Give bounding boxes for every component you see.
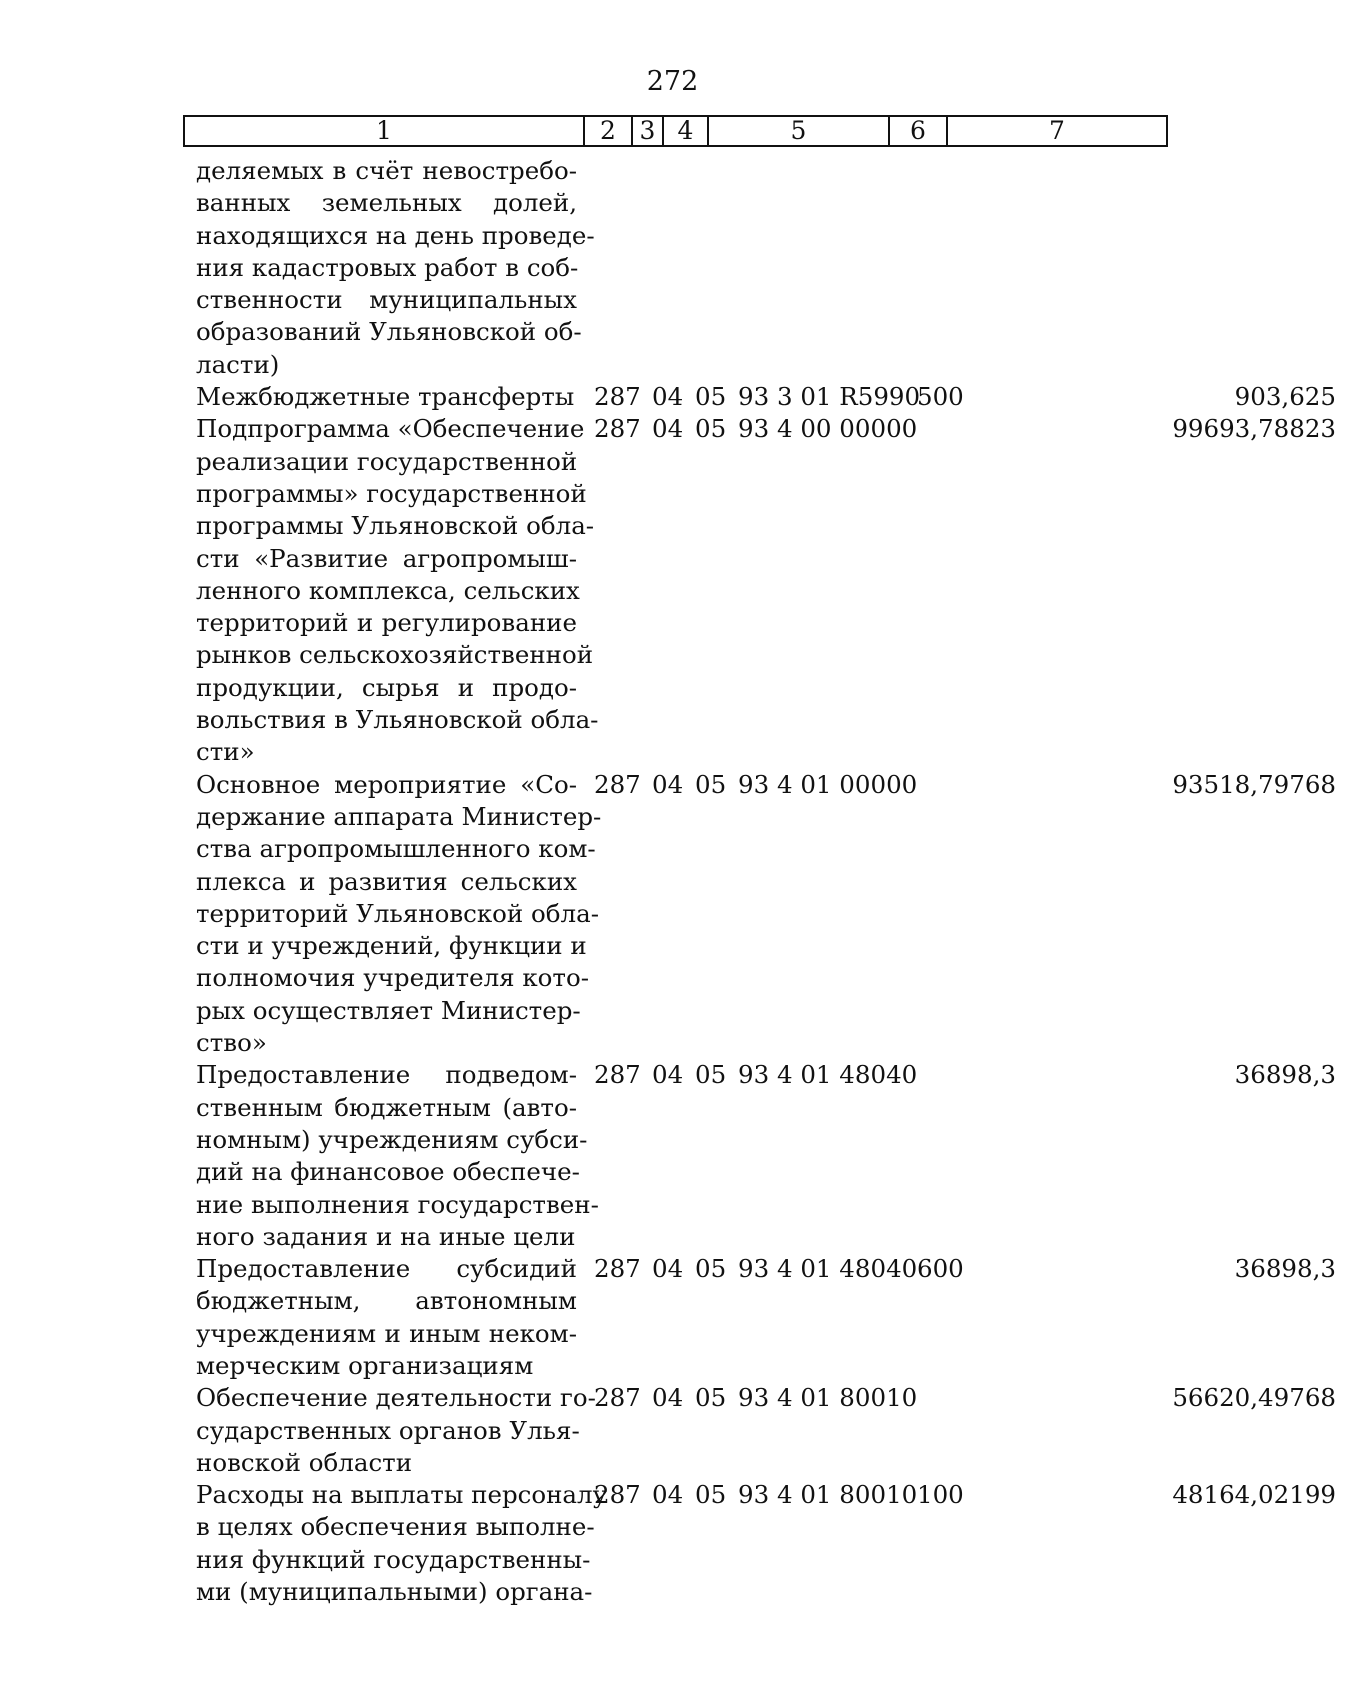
column-5-value: 93 3 01 R5990	[738, 382, 921, 412]
description-line: ния кадастровых работ в соб-	[196, 252, 579, 282]
table-row	[196, 1253, 1336, 1382]
column-7-value: 903,625	[1234, 382, 1336, 412]
column-2-value: 287	[594, 1254, 641, 1284]
description-line: ние выполнения государствен-	[196, 1189, 599, 1219]
column-2-value: 287	[594, 382, 641, 412]
column-7-value: 56620,49768	[1172, 1383, 1336, 1413]
page-number: 272	[646, 66, 699, 97]
description-line: ленного комплекса, сельских	[196, 575, 580, 605]
column-5-value: 93 4 01 80010	[738, 1480, 918, 1510]
description-line: ство»	[196, 1028, 267, 1058]
column-4-value: 05	[695, 1060, 727, 1090]
row-description	[196, 381, 577, 413]
column-2-value: 287	[594, 769, 641, 799]
table-row	[196, 1059, 1336, 1253]
table-row	[196, 155, 1161, 381]
column-3-value: 04	[652, 1480, 684, 1510]
description-line: Предоставление субсидий	[196, 1254, 577, 1284]
column-3-value: 04	[652, 1254, 684, 1284]
description-line: полномочия учредителя кото-	[196, 963, 590, 993]
table-row	[196, 413, 1336, 768]
row-description	[196, 1382, 596, 1479]
column-7-value: 36898,3	[1234, 1254, 1336, 1284]
description-line: ванных земельных долей,	[196, 188, 577, 218]
column-3-value: 04	[652, 769, 684, 799]
column-3-value: 04	[652, 414, 684, 444]
description-line: деляемых в счёт невостребо-	[196, 156, 577, 185]
description-line: ства агропромышленного ком-	[196, 834, 596, 864]
description-line: реализации государственной	[196, 446, 578, 476]
description-line: сударственных органов Улья-	[196, 1415, 580, 1445]
row-description	[196, 155, 595, 381]
column-header-1: 1	[185, 117, 585, 145]
column-3-value: 04	[652, 1383, 684, 1413]
column-7-value: 93518,79768	[1172, 769, 1336, 799]
column-5-value: 93 4 01 80010	[738, 1383, 918, 1413]
table-row	[196, 1382, 1336, 1479]
row-description	[196, 769, 602, 1060]
description-line: ственным бюджетным (авто-	[196, 1092, 577, 1122]
description-line: держание аппарата Министер-	[196, 801, 602, 831]
description-line: Расходы на выплаты персоналу	[196, 1480, 608, 1510]
table-row	[196, 1479, 1336, 1608]
table-row	[196, 769, 1336, 1060]
column-3-value: 04	[652, 382, 684, 412]
description-line: Межбюджетные трансферты	[196, 382, 575, 412]
description-line: сти»	[196, 737, 255, 767]
description-line: программы Ульяновской обла-	[196, 511, 595, 541]
description-line: территорий и регулирование	[196, 608, 577, 638]
column-header-5: 5	[709, 117, 890, 145]
column-4-value: 05	[695, 382, 727, 412]
column-2-value: 287	[594, 1480, 641, 1510]
description-line: вольствия в Ульяновской обла-	[196, 705, 599, 735]
description-line: территорий Ульяновской обла-	[196, 898, 599, 928]
column-4-value: 05	[695, 414, 727, 444]
row-description	[196, 1479, 608, 1608]
row-description	[196, 413, 599, 768]
description-line: новской области	[196, 1447, 413, 1477]
description-line: номным) учреждениям субси-	[196, 1124, 588, 1154]
column-7-value: 36898,3	[1234, 1060, 1336, 1090]
table-header-row	[183, 115, 1168, 147]
description-line: образований Ульяновской об-	[196, 317, 582, 347]
description-line: ния функций государственны-	[196, 1544, 591, 1574]
table-row	[196, 381, 1336, 413]
description-line: ми (муниципальными) органа-	[196, 1577, 593, 1607]
column-5-value: 93 4 01 00000	[738, 769, 918, 799]
column-2-value: 287	[594, 1383, 641, 1413]
description-line: в целях обеспечения выполне-	[196, 1512, 595, 1542]
row-description	[196, 1253, 577, 1382]
row-description	[196, 1059, 599, 1253]
column-7-value: 99693,78823	[1172, 414, 1336, 444]
description-line: плекса и развития сельских	[196, 866, 577, 896]
description-line: находящихся на день проведе-	[196, 220, 595, 250]
column-6-value: 100	[917, 1480, 964, 1510]
column-4-value: 05	[695, 769, 727, 799]
description-line: Основное мероприятие «Со-	[196, 769, 577, 799]
column-7-value: 48164,02199	[1172, 1480, 1336, 1510]
column-6-value: 500	[917, 382, 964, 412]
description-line: сти «Развитие агропромыш-	[196, 543, 577, 573]
column-5-value: 93 4 00 00000	[738, 414, 918, 444]
description-line: дий на финансовое обеспече-	[196, 1157, 580, 1187]
column-3-value: 04	[652, 1060, 684, 1090]
column-5-value: 93 4 01 48040	[738, 1060, 918, 1090]
column-6-value: 600	[917, 1254, 964, 1284]
column-header-6: 6	[890, 117, 948, 145]
description-line: ственности муниципальных	[196, 285, 577, 315]
description-line: рынков сельскохозяйственной	[196, 640, 594, 670]
column-header-4: 4	[664, 117, 709, 145]
description-line: бюджетным, автономным	[196, 1286, 577, 1316]
column-2-value: 287	[594, 1060, 641, 1090]
description-line: Подпрограмма «Обеспечение	[196, 414, 585, 444]
description-line: сти и учреждений, функции и	[196, 931, 587, 961]
column-header-7: 7	[1049, 116, 1065, 145]
column-5-value: 93 4 01 48040	[738, 1254, 918, 1284]
description-line: продукции, сырья и продо-	[196, 672, 577, 702]
description-line: Обеспечение деятельности го-	[196, 1383, 596, 1413]
description-line: Предоставление подведом-	[196, 1060, 577, 1090]
column-4-value: 05	[695, 1480, 727, 1510]
column-header-3: 3	[633, 117, 664, 145]
description-line: ласти)	[196, 349, 280, 379]
description-line: рых осуществляет Министер-	[196, 995, 581, 1025]
column-4-value: 05	[695, 1383, 727, 1413]
description-line: ного задания и на иные цели	[196, 1221, 576, 1251]
column-4-value: 05	[695, 1254, 727, 1284]
description-line: учреждениям и иным неком-	[196, 1318, 577, 1348]
description-line: мерческим организациям	[196, 1350, 534, 1380]
column-header-2: 2	[585, 117, 633, 145]
column-2-value: 287	[594, 414, 641, 444]
description-line: программы» государственной	[196, 478, 587, 508]
table-body	[196, 155, 1336, 1608]
